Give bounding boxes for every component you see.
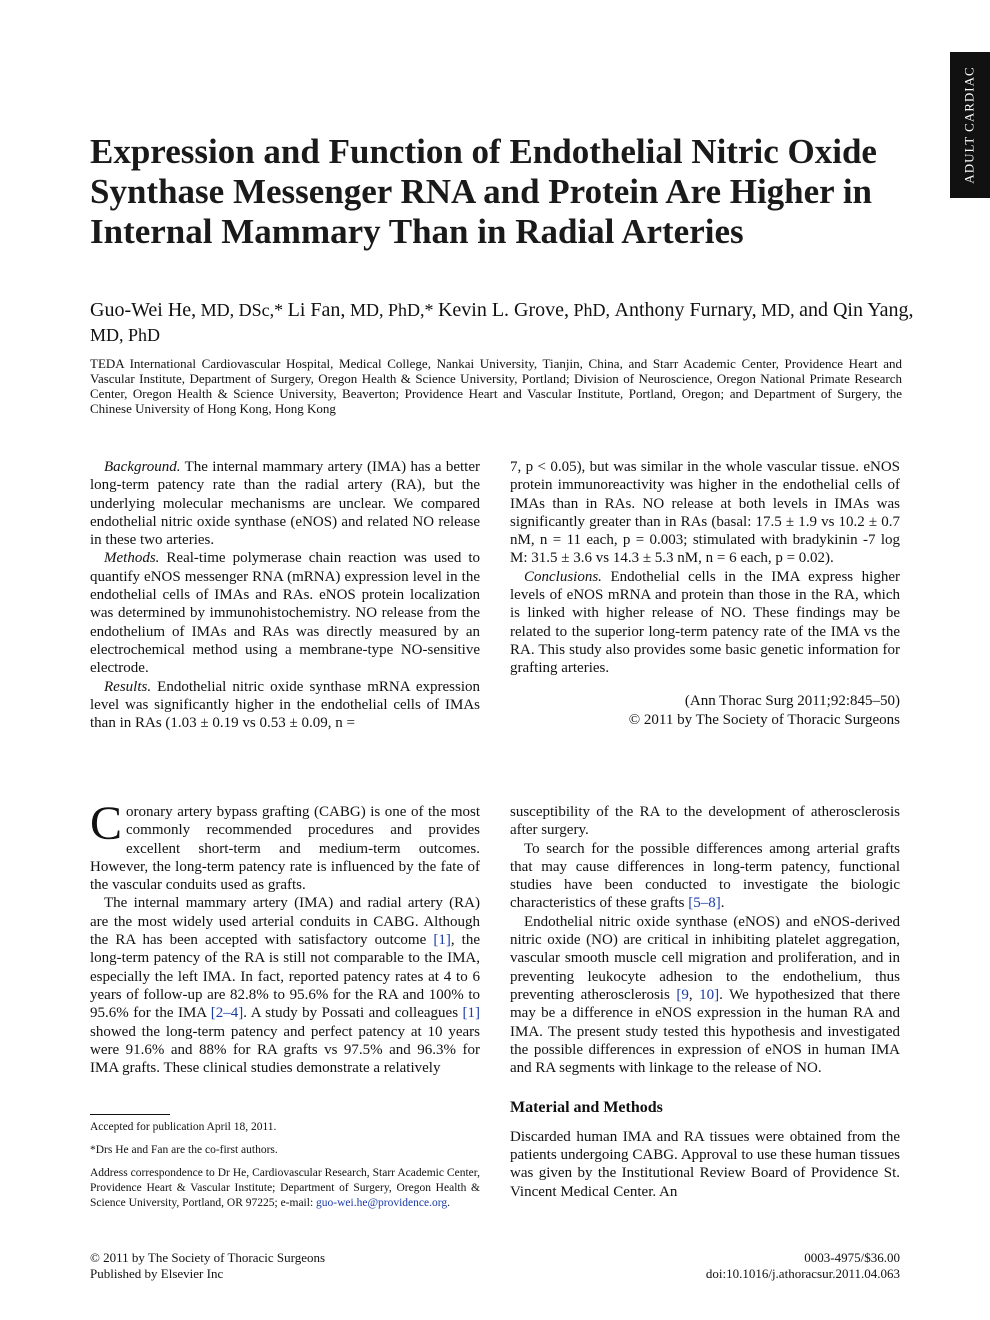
reference-link[interactable]: [9: [676, 986, 689, 1003]
drop-cap: C: [90, 797, 123, 850]
author-degrees: PhD,: [569, 300, 615, 320]
section-side-tab-label: ADULT CARDIAC: [962, 66, 977, 184]
author-degrees: MD, PhD: [90, 325, 161, 345]
footer-right: [706, 1250, 900, 1282]
abstract-right-column: [510, 458, 900, 730]
author-list: [90, 298, 920, 348]
footnotes: [90, 1120, 480, 1219]
footer-issn-price: 0003-4975/$36.00: [804, 1250, 900, 1265]
author-name: Kevin L. Grove,: [437, 299, 570, 321]
footer-publisher: Published by Elsevier Inc: [90, 1266, 224, 1281]
author-degrees: MD, PhD,*: [345, 300, 438, 320]
reference-link[interactable]: [5–8]: [688, 895, 721, 912]
author-name: and Qin Yang,: [799, 299, 914, 321]
section-heading: Material and Methods: [510, 1099, 663, 1117]
footer-copyright: © 2011 by The Society of Thoracic Surgeons: [90, 1250, 326, 1265]
abstract-results-continued: 7, p < 0.05), but was similar in the whole vascular tissue. eNOS protein immunoreactivity was higher in the endothelial cells of IMAs than in RAs. NO release at both levels in IMAs was significantly greater than in RAs (basal: 17.5 ± 1.9 vs 10.2 ± 0.7 nM, n = 11 each, p = 0.003; stimulated with bradykinin -7 log M: 31.5 ± 3.6 vs 14.3 ± 5.3 nM, n = 6 each, p = 0.02).: [510, 459, 900, 567]
body-right-column: [510, 803, 900, 1201]
footnote-correspondence: Address correspondence to Dr He, Cardiovascular Research, Starr Academic Center, Providence Heart & Vascular Institute; Department of Surgery, Oregon Health & Science University, Portland, OR 97225; e-mail: guo-wei.he@providence.org.: [90, 1167, 480, 1209]
affiliation: TEDA International Cardiovascular Hospital, Medical College, Nankai University, Tianjin, China, and Starr Academic Center, Providence Heart and Vascular Institute, Department of Surgery, Oregon Health & Science University, Portland; Division of Neuroscience, Oregon National Primate Research Center, Oregon Health & Science University, Beaverton; Providence Heart and Vascular Institute, Portland, Oregon; and Department of Surgery, the Chinese University of Hong Kong, Hong Kong: [90, 356, 902, 416]
footnote-divider: [90, 1114, 170, 1115]
body-paragraph: Discarded human IMA and RA tissues were obtained from the patients undergoing CABG. Approval to use these human tissues was given by the Institutional Review Board of Providence St. Vincent Medical Center. An: [510, 1128, 900, 1200]
section-side-tab: [950, 52, 990, 198]
body-left-column: [90, 797, 481, 1077]
article-title: Expression and Function of Endothelial Nitric Oxide Synthase Messenger RNA and Protein Are Higher in Internal Mammary Than in Radial Arteries: [90, 132, 877, 251]
author-name: Anthony Furnary,: [614, 299, 757, 321]
abstract-label: Conclusions.: [524, 568, 602, 585]
body-paragraph: susceptibility of the RA to the development of atherosclerosis after surgery.: [510, 804, 900, 839]
reference-link[interactable]: [2–4]: [210, 1005, 244, 1022]
abstract-background: Background. The internal mammary artery (IMA) has a better long-term patency rate than the radial artery (RA), but the underlying molecular mechanisms are unclear. We compared endothelial nitric oxide synthase (eNOS) and related NO release in these two arteries.: [90, 459, 480, 549]
intro-paragraph: Coronary artery bypass grafting (CABG) is one of the most commonly recommended procedures and provides excellent short-term and medium-term outcomes. However, the long-term patency rate is influenced by the fate of the vascular conduits used as grafts.: [90, 797, 480, 894]
abstract-label: Background.: [104, 459, 181, 475]
author-name: Guo-Wei He,: [90, 299, 197, 321]
abstract-label: Results.: [104, 678, 152, 695]
copyright-line: © 2011 by The Society of Thoracic Surgeons: [628, 711, 900, 728]
abstract-methods: Methods. Real-time polymerase chain reaction was used to quantify eNOS messenger RNA (mRNA) expression level in the endothelial cells of IMAs and RAs. eNOS protein localization was determined by immunohistochemistry. NO release from the endothelium of IMAs and RAs was directly measured by an electrochemical method using a membrane-type NO-sensitive electrode.: [90, 550, 480, 677]
abstract-citation-block: [510, 692, 900, 730]
author-degrees: MD,: [756, 300, 800, 320]
reference-link[interactable]: 10]: [699, 986, 720, 1003]
reference-link[interactable]: [1]: [433, 932, 451, 949]
footnote-cofirst: *Drs He and Fan are the co-first authors.: [90, 1144, 278, 1156]
body-paragraph: To search for the possible differences among arterial grafts that may cause differences in long-term patency, functional studies have been conducted to investigate the biologic characteristics of these grafts [5–8].: [510, 840, 900, 912]
abstract-label: Methods.: [104, 550, 160, 567]
footer-doi: doi:10.1016/j.athoracsur.2011.04.063: [705, 1266, 900, 1281]
abstract-conclusions: Conclusions. Endothelial cells in the IMA express higher levels of eNOS mRNA and protein than those in the RA, which is linked with higher release of NO. These findings may be related to the superior long-term patency rate of the IMA vs the RA. This study also provides some basic genetic information for grafting arteries.: [510, 568, 900, 677]
email-link[interactable]: guo-wei.he@providence.org: [316, 1197, 448, 1209]
reference-link[interactable]: [1]: [462, 1005, 481, 1022]
body-paragraph: The internal mammary artery (IMA) and radial artery (RA) are the most widely used arterial conduits in CABG. Although the RA has been accepted with satisfactory outcome [1], the long-term patency of the RA is still not comparable to the IMA, especially the left IMA. In fact, reported patency rates at 4 to 6 years of follow-up are 82.8% to 95.6% for the RA and 100% to 95.6% for the IMA [2–4]. A study by Possati and colleagues [1] showed the long-term patency and perfect patency at 10 years were 91.6% and 88% for RA grafts vs 97.5% and 96.3% for IMA grafts. These clinical studies demonstrate a relatively: [90, 895, 481, 1077]
journal-citation: (Ann Thorac Surg 2011;92:845–50): [684, 692, 900, 709]
abstract-results: Results. Endothelial nitric oxide synthase mRNA expression level was significantly higher in the endothelial cells of IMAs than in RAs (1.03 ± 0.19 vs 0.53 ± 0.09, n =: [90, 678, 480, 732]
footer-left: [90, 1250, 325, 1282]
body-paragraph: Endothelial nitric oxide synthase (eNOS) and eNOS-derived nitric oxide (NO) are critical in inhibiting platelet aggregation, vascular smooth muscle cell migration and proliferation, and in preventing leukocyte adhesion to the endothelium, thus preventing atherosclerosis [9, 10]. We hypothesized that there may be a difference in eNOS expression in the human RA and IMA. The present study tested this hypothesis and investigated the possible differences in expression of eNOS in human IMA and RA segments with linkage to the release of NO.: [510, 913, 901, 1077]
author-degrees: MD, DSc,*: [196, 300, 288, 320]
abstract-left-column: [90, 458, 480, 732]
author-name: Li Fan,: [287, 299, 346, 321]
footnote-accepted: Accepted for publication April 18, 2011.: [90, 1121, 277, 1133]
